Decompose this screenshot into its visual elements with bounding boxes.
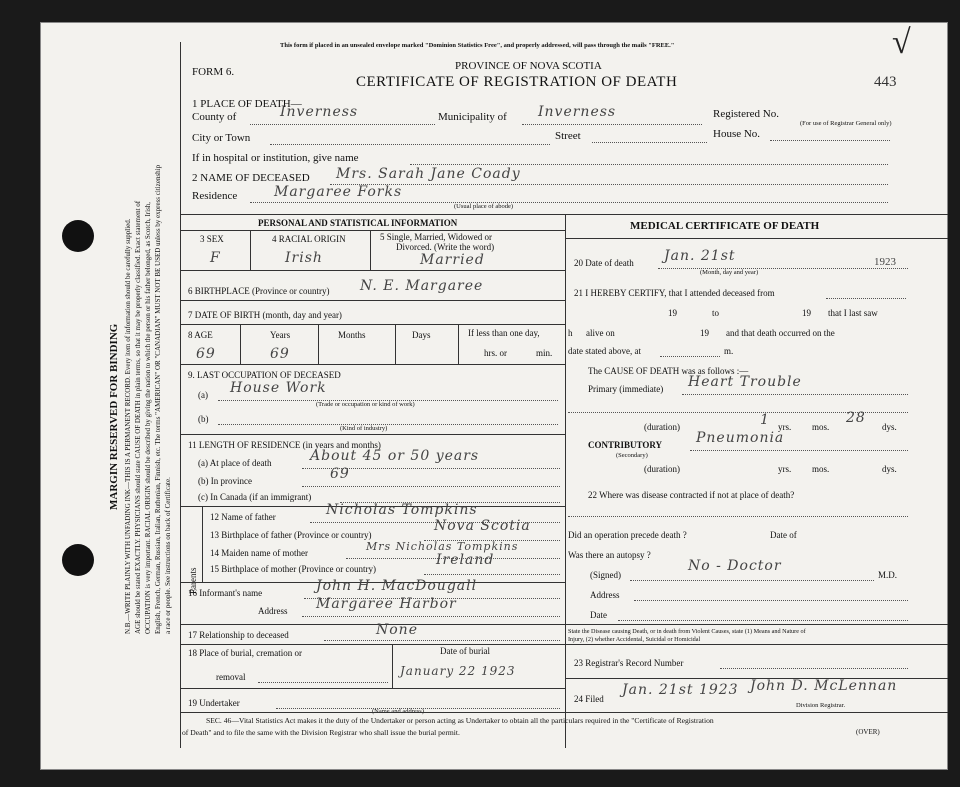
race-value: Irish (285, 250, 323, 266)
father-label: 12 Name of father (210, 512, 276, 522)
years-value: 69 (270, 346, 290, 362)
primary-label: Primary (immediate) (588, 384, 664, 394)
date-burial-label: Date of burial (440, 646, 490, 656)
municipality-value: Inverness (538, 104, 617, 120)
margin-instructions-4: English, French, German, Russian, Italian, Ruthenian, Finnish, etc. The terms "AMERICAN" OR "CANADIAN" MUST NOT BE USED unless by express citizenship (154, 164, 162, 634)
in-province-value: 69 (330, 466, 350, 482)
contributory-label: CONTRIBUTORY (588, 440, 663, 450)
relationship-value: None (376, 622, 418, 638)
binding-hole-top (62, 220, 94, 252)
date-of-label: Date of (770, 530, 797, 540)
certificate-sheet (40, 22, 948, 770)
margin-binding-label: MARGIN RESERVED FOR BINDING (108, 323, 120, 510)
medical-address-label: Address (590, 590, 620, 600)
signed-label: (Signed) (590, 570, 621, 580)
margin-instructions-2: AGE should be stated EXACTLY. PHYSICIANS should state CAUSE OF DEATH in plain terms, so that it may be properly classified. Exact statement of (134, 200, 142, 634)
footer-line-1: SEC. 46—Vital Statistics Act makes it the duty of the Undertaker or person acting as Undertaker to obtain all the particulars required in the "Certificate of Registration (206, 716, 714, 725)
street-label: Street (555, 130, 581, 142)
yrs-label-2: yrs. (778, 464, 792, 474)
days-label: Days (412, 330, 431, 340)
hospital-label: If in hospital or institution, give name (192, 152, 359, 164)
in-province-label: (b) In province (198, 476, 252, 486)
death-occurred-text: and that death occurred on the (726, 328, 835, 338)
certificate-number: 443 (874, 74, 897, 90)
mother-birth-label: 15 Birthplace of mother (Province or country) (210, 564, 376, 574)
years-label: Years (270, 330, 291, 340)
dys-label-2: dys. (882, 464, 897, 474)
cause-label: The CAUSE OF DEATH was as follows :— (588, 366, 749, 376)
registered-note: (For use of Registrar General only) (800, 120, 892, 127)
date-burial-value: January 22 1923 (400, 664, 516, 678)
duration-yrs-value: 1 (760, 412, 770, 428)
alive-19: 19 (700, 328, 709, 338)
death-date-note: (Month, day and year) (700, 269, 759, 276)
division-registrar-note: Division Registrar. (796, 702, 846, 709)
occupation-b-note: (Kind of industry) (340, 425, 388, 432)
place-heading: 1 PLACE OF DEATH— (192, 98, 302, 110)
hrs-label: hrs. or (484, 348, 507, 358)
city-label: City or Town (192, 132, 251, 144)
sex-label: 3 SEX (200, 234, 224, 244)
in-canada-label: (c) In Canada (if an immigrant) (198, 492, 312, 502)
form-number: FORM 6. (192, 66, 235, 78)
father-birth-label: 13 Birthplace of father (Province or country) (210, 530, 372, 540)
registered-label: Registered No. (713, 108, 779, 120)
check-mark: √ (892, 24, 911, 61)
contributory-value: Pneumonia (696, 430, 785, 446)
marital-value: Married (420, 252, 485, 268)
margin-instructions-1: N.B.—WRITE PLAINLY WITH UNFADING INK—THIS IS A PERMANENT RECORD. Every item of information should be carefully supplied. (124, 218, 132, 634)
state-note-2: Injury, (2) whether Accidental, Suicidal or Homicidal (568, 636, 701, 643)
death-date-label: 20 Date of death (574, 258, 634, 268)
operation-label: Did an operation precede death ? (568, 530, 687, 540)
death-date-value: Jan. 21st (664, 248, 736, 264)
relationship-label: 17 Relationship to deceased (188, 630, 289, 640)
medical-heading: MEDICAL CERTIFICATE OF DEATH (630, 220, 820, 232)
father-value: Nicholas Tompkins (326, 502, 478, 518)
dys-label-1: dys. (882, 422, 897, 432)
mos-label-1: mos. (812, 422, 830, 432)
name-label: 2 NAME OF DECEASED (192, 172, 310, 184)
to-19: 19 (802, 308, 811, 318)
contributory-note: (Secondary) (616, 452, 648, 459)
h-label: h (568, 328, 573, 338)
primary-value: Heart Trouble (688, 374, 802, 390)
sex-value: F (210, 250, 221, 266)
signed-value: No - Doctor (688, 558, 782, 574)
residence-value: Margaree Forks (274, 184, 403, 200)
to-label: to (712, 308, 720, 318)
informant-address-value: Margaree Harbor (316, 596, 457, 612)
mother-birth-value: Ireland (436, 552, 495, 568)
informant-address-label: Address (258, 606, 288, 616)
state-note-1: State the Disease causing Death, or in death from Violent Causes, state (1) Means and Nature of (568, 628, 806, 635)
informant-label: 16 Informant's name (188, 588, 263, 598)
footer-line-2: of Death" and to file the same with the Division Registrar who shall issue the burial permit. (182, 728, 460, 737)
burial-label: 18 Place of burial, cremation or (188, 648, 302, 658)
county-value: Inverness (280, 104, 359, 120)
death-year-value: 1923 (874, 256, 896, 268)
footer-over: (OVER) (856, 728, 880, 736)
province-label: PROVINCE OF NOVA SCOTIA (455, 60, 602, 72)
county-label: County of (192, 111, 237, 123)
mos-label-2: mos. (812, 464, 830, 474)
certificate-title: CERTIFICATE OF REGISTRATION OF DEATH (356, 74, 678, 90)
age-label: 8 AGE (188, 330, 213, 340)
birthplace-value: N. E. Margaree (360, 278, 484, 294)
md-label: M.D. (878, 570, 898, 580)
margin-instructions-3: OCCUPATION is very important. RACIAL ORIGIN should be described by giving the nation to which the person or his father belonged, as Scotch, Irish, (144, 201, 152, 634)
name-value: Mrs. Sarah Jane Coady (336, 166, 521, 182)
parents-label: Parents (188, 567, 198, 594)
undertaker-note: (Name and address) (372, 708, 424, 715)
less-day-label: If less than one day, (468, 328, 540, 338)
from-19: 19 (668, 308, 677, 318)
residence-length-heading: 11 LENGTH OF RESIDENCE (in years and months) (188, 440, 381, 450)
occupation-a-label: (a) (198, 390, 208, 400)
filed-value: Jan. 21st 1923 (622, 682, 739, 698)
mail-note: This form if placed in an unsealed envelope marked "Dominion Statistics Free", and properly addressed, will pass through the mails "FREE." (280, 42, 675, 49)
house-label: House No. (713, 128, 761, 140)
contracted-label: 22 Where was disease contracted if not at place of death? (588, 490, 795, 500)
medical-date-label: Date (590, 610, 607, 620)
mother-value: Mrs Nicholas Tompkins (366, 540, 519, 553)
informant-value: John H. MacDougall (316, 578, 478, 594)
min-label: min. (536, 348, 553, 358)
filed-signature: John D. McLennan (750, 678, 898, 694)
dob-label: 7 DATE OF BIRTH (month, day and year) (188, 310, 342, 320)
occupation-heading: 9. LAST OCCUPATION OF DECEASED (188, 370, 341, 380)
marital-label-1: 5 Single, Married, Widowed or (380, 232, 492, 242)
date-stated-text: date stated above, at (568, 346, 641, 356)
mother-label: 14 Maiden name of mother (210, 548, 308, 558)
removal-label: removal (216, 672, 246, 682)
margin-instructions-5: a race or people. See instructions on back of Certificate. (164, 477, 172, 634)
undertaker-label: 19 Undertaker (188, 698, 240, 708)
filed-label: 24 Filed (574, 694, 604, 704)
m-label: m. (724, 346, 734, 356)
duration-mos-value: 28 (846, 410, 866, 426)
occupation-a-note: (Trade or occupation or kind of work) (316, 401, 415, 408)
personal-heading: PERSONAL AND STATISTICAL INFORMATION (258, 218, 458, 228)
at-place-label: (a) At place of death (198, 458, 272, 468)
age-value: 69 (196, 346, 216, 362)
occupation-b-label: (b) (198, 414, 209, 424)
autopsy-label: Was there an autopsy ? (568, 550, 651, 560)
record-number-label: 23 Registrar's Record Number (574, 658, 684, 668)
at-place-value: About 45 or 50 years (310, 448, 480, 464)
marital-label-2: Divorced. (Write the word) (396, 242, 495, 252)
occupation-value: House Work (230, 380, 327, 396)
alive-on-label: alive on (586, 328, 615, 338)
residence-note: (Usual place of abode) (454, 203, 514, 210)
residence-label: Residence (192, 190, 238, 202)
birthplace-label: 6 BIRTHPLACE (Province or country) (188, 286, 330, 296)
last-saw-text: that I last saw (828, 308, 878, 318)
months-label: Months (338, 330, 366, 340)
father-birth-value: Nova Scotia (434, 518, 531, 534)
duration-label-2: (duration) (644, 464, 680, 474)
municipality-label: Municipality of (438, 111, 507, 123)
duration-label-1: (duration) (644, 422, 680, 432)
race-label: 4 RACIAL ORIGIN (272, 234, 346, 244)
yrs-label-1: yrs. (778, 422, 792, 432)
certify-text: 21 I HEREBY CERTIFY, that I attended deceased from (574, 288, 775, 298)
binding-hole-bottom (62, 544, 94, 576)
